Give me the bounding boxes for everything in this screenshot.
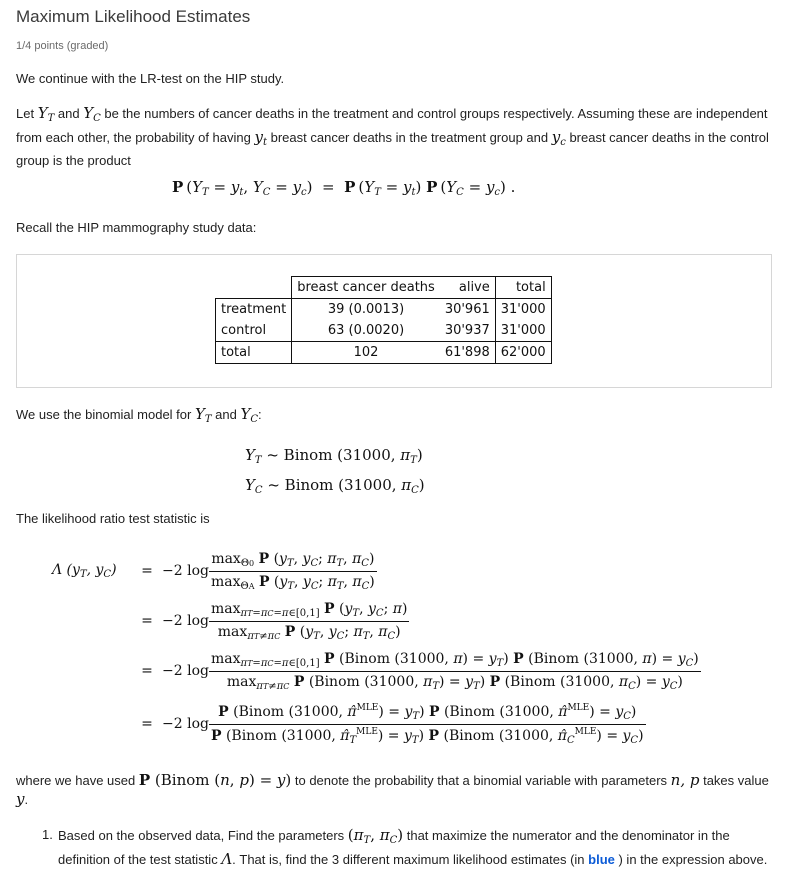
cell-total: 31'000 [495,299,551,321]
math-yc: $y_c$ [551,128,566,148]
intro-text: We continue with the LR-test on the HIP study. [16,71,285,86]
paragraph-definitions: Let $Y_T$ and $Y_C$ be the numbers of cancer deaths in the treatment and control groups respectively. Assuming these are independent from each other, the probability of having $y_t$ breast cancer deaths in the treatment group and $y_c$ breast cancer deaths in the control group is the product [16,104,769,168]
row-label: control [216,320,292,342]
cell-total: 62'000 [495,342,551,364]
hip-data-table [215,276,552,364]
math-YC: $Y_C$ [83,104,101,124]
cell-total: 31'000 [495,320,551,342]
column-header-alive: alive [440,277,495,299]
blue-highlight: blue [588,852,615,867]
table-row [216,299,552,321]
cell-deaths: 102 [292,342,440,364]
binom-notation-note: where we have used P (Binom (n, p) = y) to denote the probability that a binomial variable with parameters n, p takes value y. [16,771,769,808]
table-row [216,320,552,342]
recall-text: Recall the HIP mammography study data: [16,220,257,235]
table-row [216,342,552,364]
column-header-total: total [495,277,551,299]
cell-deaths: 39 (0.0013) [292,299,440,321]
cell-alive: 30'961 [440,299,495,321]
likelihood-ratio-derivation: Λ ($y_T$, $y_C$) = −2 log $\frac{\max_{\Theta 0} P (y_T, y_C; \pi_T, \pi_C)}{\max_{\Theta A} P (y_T, y_C; \pi_T, \pi_C)}$ = −2 log $\frac{\max_{\pi T=\pi C=\pi\in[0,1]} P (y_T, y_C; \pi)}{\max_{\pi T\ne\pi C} P (y_T, y_C; \pi_T, \pi_C)}$ = −2 log $\max_{\pi T=\pi C=\pi\in[0,1]} P$ (Binom (31000, $\pi) = y_T$) P (Binom (31000, $\pi) = y_C$) $\max_{\pi T\ne\pi C} P$ (Binom (31000, $\pi_T) = y_T$) P (Binom (31000, $\pi_C) = y_C$) = −2 log P (Binom (31000, π̂$^{MLE}$) = $y_T$) P (Binom (31000, π̂$^{MLE}$) = $y_C$) P (Binom (31000, $\pî_T^{MLE}) = y_T$) P (Binom (31000, $\pî_C^{MLE}) = y_C$) [52,550,699,746]
table-header-row [216,277,552,299]
product-equation: P ($Y_T = y_t$, $Y_C = y_c) = P$ $(Y_T = y_t)$ P $(Y_C = y_c)$ . [172,178,516,198]
points-status: 1/4 points (graded) [16,40,109,52]
page-title: Maximum Likelihood Estimates [16,7,251,26]
lr-intro: The likelihood ratio test statistic is [16,511,210,526]
column-header-deaths: breast cancer deaths [292,277,440,299]
binomial-intro: We use the binomial model for $Y_T$ and $Y_C$: [16,405,262,425]
row-label: total [216,342,292,364]
row-label: treatment [216,299,292,321]
math-YT: $Y_T$ [37,104,55,124]
binomial-model-equations: $Y_T$ ~ Binom (31000, $\pi_T$) $Y_C$ ~ Binom (31000, $\pi_C$) [245,446,425,496]
cell-alive: 61'898 [440,342,495,364]
question-number: 1. [42,827,53,842]
question-text: Based on the observed data, Find the parameters ($\pi_T$, $\pi_C$) that maximize the numerator and the denominator in the definition of the test statistic Λ. That is, find the 3 different maximum likelihood estimates (in blue ) in the expression above. [58,826,768,868]
cell-deaths: 63 (0.0020) [292,320,440,342]
cell-alive: 30'937 [444,323,490,338]
math-yt: $y_t$ [254,128,267,148]
